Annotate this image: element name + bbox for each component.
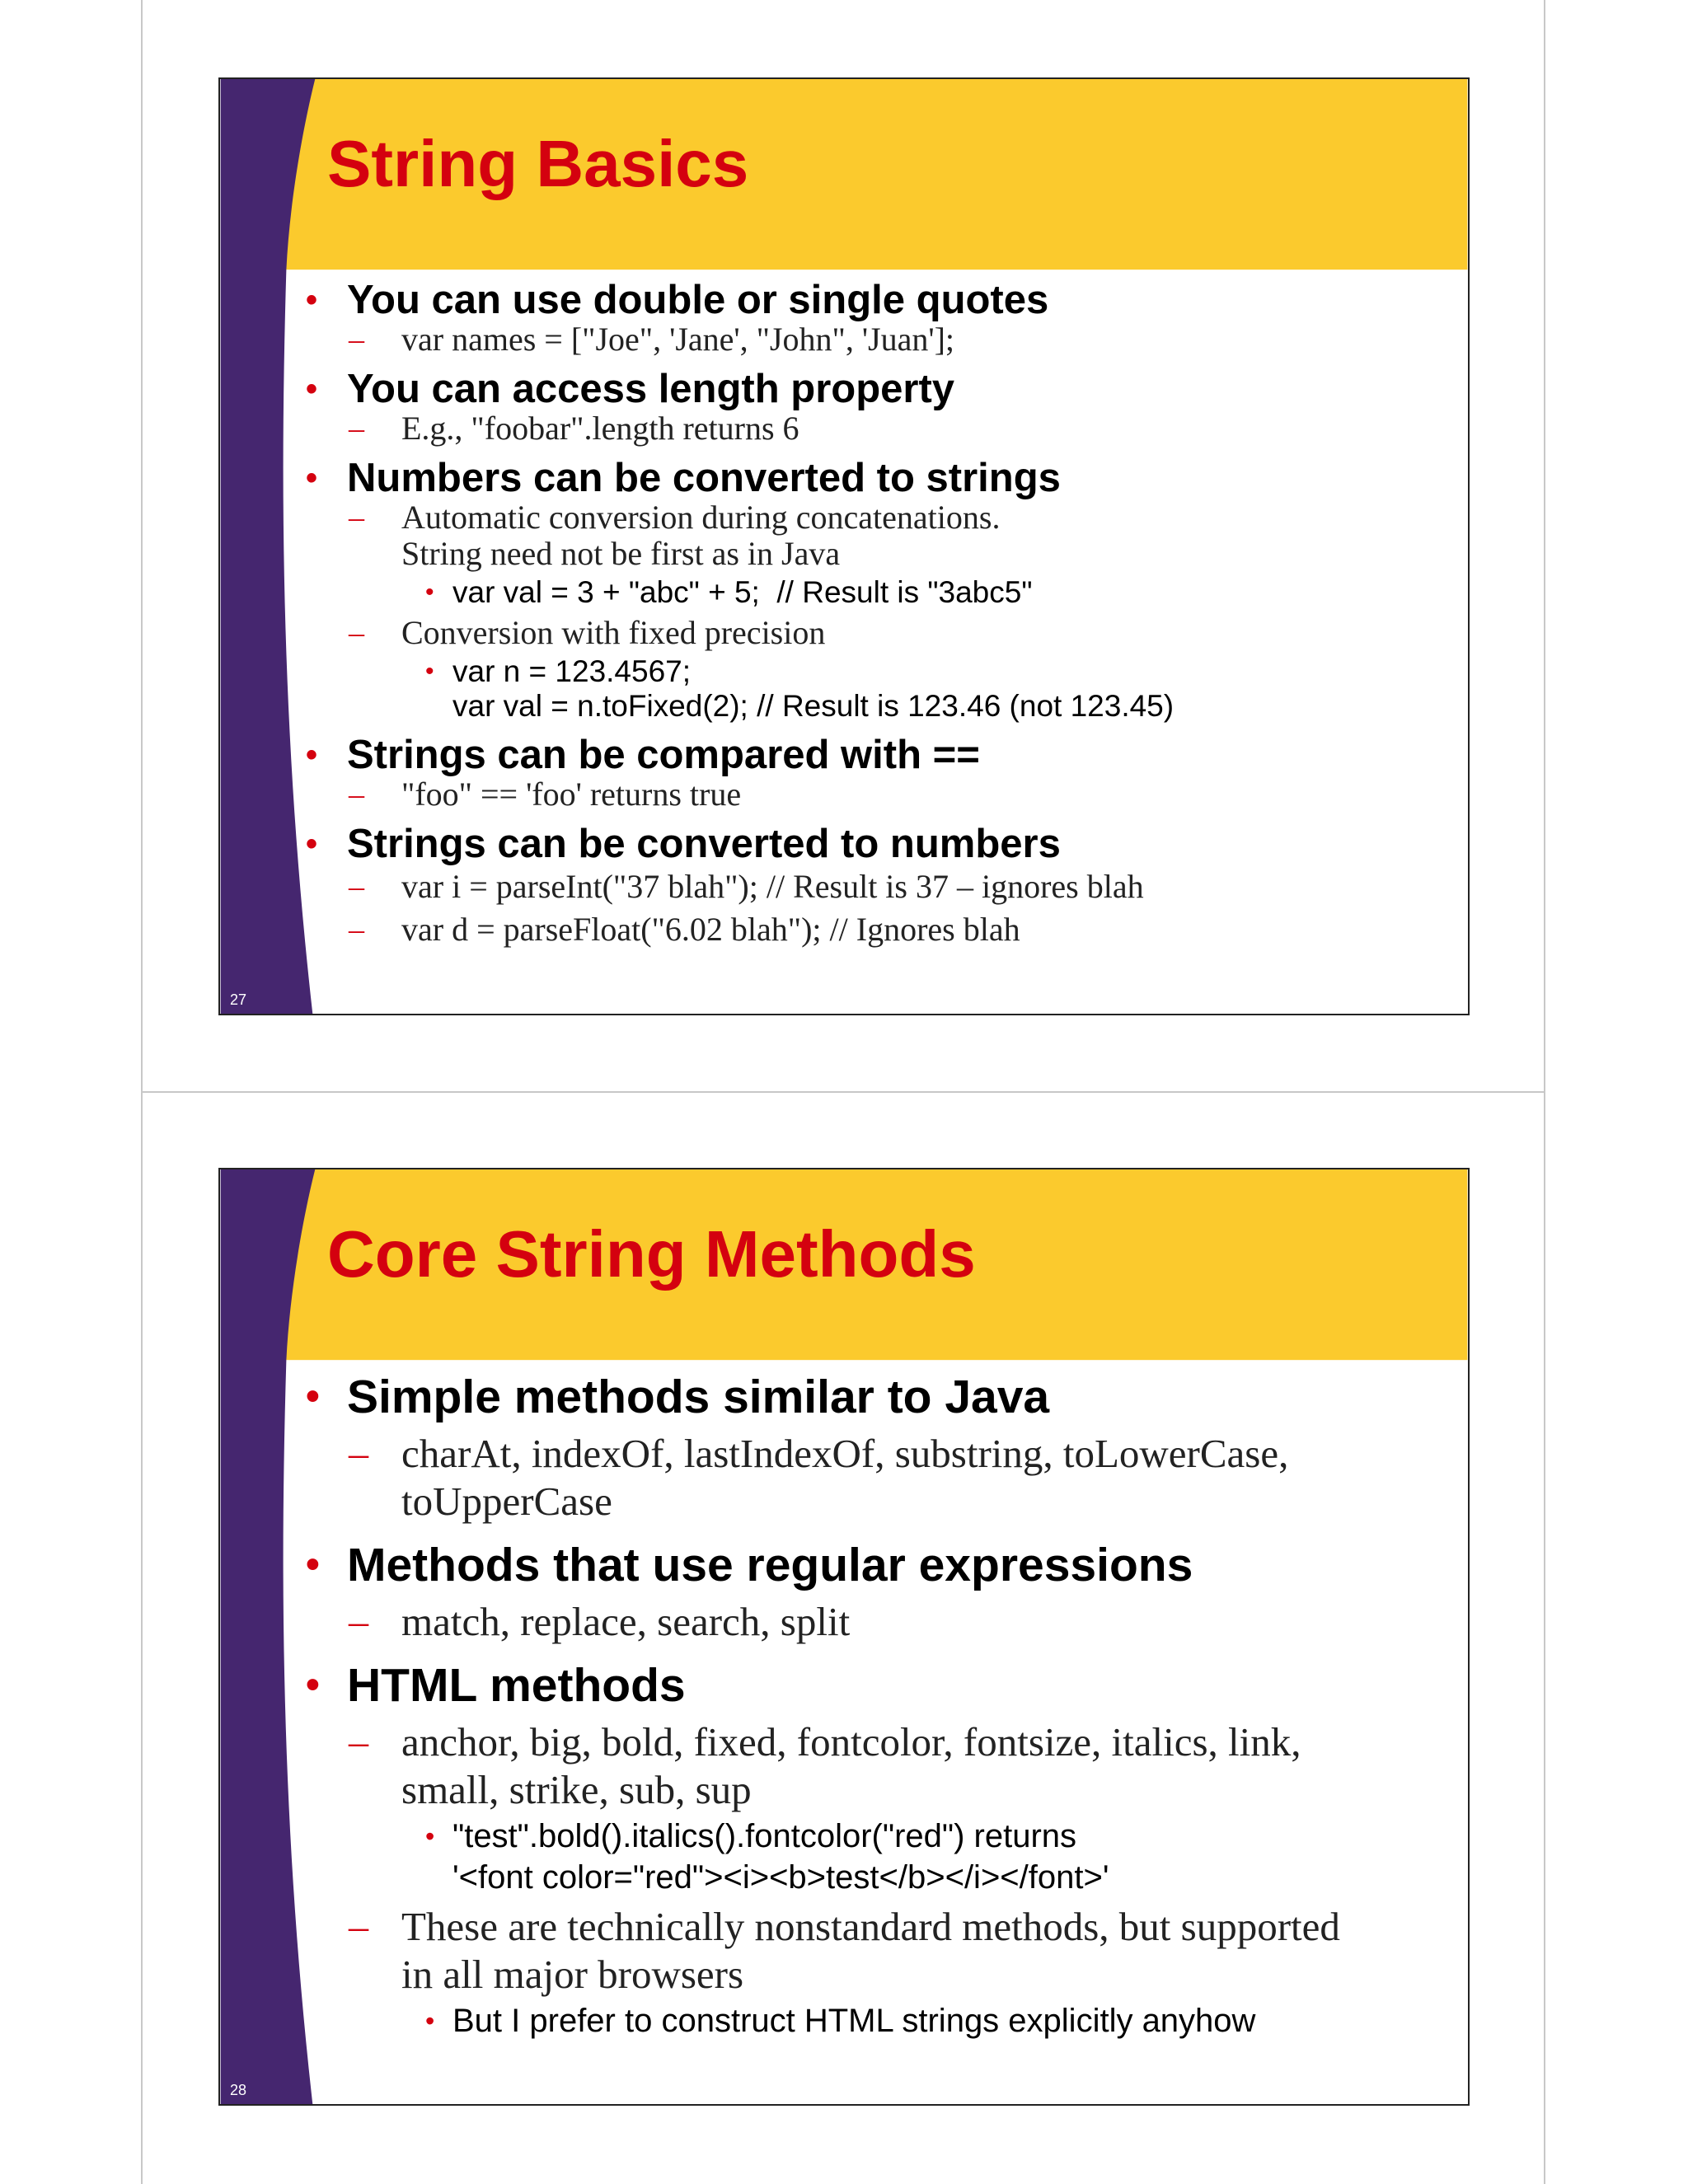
slide-title: Core String Methods: [327, 1217, 976, 1291]
sub-item: [306, 776, 1460, 813]
sub-item: [306, 912, 1460, 948]
sub-item-text: anchor, big, bold, fixed, fontcolor, fontsize, italics, link, small, strike, sub, sup: [401, 1719, 1301, 1812]
bullet-item: [306, 453, 1460, 503]
sub-sub-item-text: But I prefer to construct HTML strings explicitly anyhow: [452, 2003, 1256, 2039]
dash-marker: –: [349, 616, 364, 650]
code-text: var val = 3 + "abc" + 5; // Result is "3abc5": [452, 575, 1033, 609]
slide-string-basics: [218, 77, 1470, 1015]
dash-marker: –: [349, 1432, 368, 1475]
dash-marker: –: [349, 1720, 368, 1764]
sub-sub-item: [306, 1816, 1460, 1898]
bullet-text: Strings can be converted to numbers: [347, 822, 1061, 866]
sub-item: [306, 1718, 1460, 1814]
bullet-text: You can access length property: [347, 367, 955, 411]
bullet-item: [306, 364, 1460, 414]
bullet-text: HTML methods: [347, 1659, 686, 1712]
sub-item: [306, 869, 1460, 905]
code-text: var n = 123.4567; var val = n.toFixed(2); // Result is 123.46 (not 123.45): [452, 654, 1175, 723]
bullet-item: [306, 275, 1460, 325]
page-separator: [141, 1091, 1545, 1093]
sub-item-text: var i = parseInt("37 blah"); // Result is 37 – ignores blah: [401, 868, 1144, 905]
slide-number: 27: [230, 991, 247, 1008]
code-text: "test".bold().italics().fontcolor("red") returns '<font color="red"><i><b>test</b></i></font>': [452, 1818, 1109, 1896]
dash-marker: –: [349, 1905, 368, 1948]
sub-item: [306, 321, 1460, 358]
sub-item: [306, 1430, 1460, 1526]
dash-marker: –: [349, 1600, 368, 1643]
bullet-marker: •: [306, 282, 318, 318]
bullet-marker: •: [425, 1821, 435, 1851]
bullet-text: You can use double or single quotes: [347, 278, 1049, 322]
sub-item-text: var d = parseFloat("6.02 blah"); // Ignores blah: [401, 911, 1020, 948]
dash-marker: –: [349, 777, 364, 812]
sub-sub-item: [306, 575, 1460, 610]
sub-item-text: Automatic conversion during concatenations. String need not be first as in Java: [401, 499, 1001, 572]
bullet-marker: •: [306, 1543, 320, 1586]
bullet-item: [306, 1535, 1460, 1595]
bullet-item: [306, 1656, 1460, 1715]
bullet-marker: •: [306, 826, 318, 862]
bullet-item: [306, 730, 1460, 780]
bullet-marker: •: [425, 579, 434, 606]
bullet-marker: •: [306, 371, 318, 407]
dash-marker: –: [349, 500, 364, 535]
bullet-text: Strings can be compared with ==: [347, 733, 980, 777]
slide-title: String Basics: [327, 127, 749, 200]
bullet-marker: •: [425, 658, 434, 685]
bullet-marker: •: [425, 2006, 435, 2036]
sub-item-text: These are technically nonstandard methods, but supported in all major browsers: [401, 1904, 1340, 1997]
dash-marker: –: [349, 411, 364, 446]
bullet-item: [306, 1367, 1460, 1427]
slide-number: 28: [230, 2082, 247, 2098]
bullet-marker: •: [306, 737, 318, 773]
sub-item: [306, 1598, 1460, 1646]
dash-marker: –: [349, 322, 364, 357]
sub-item-text: E.g., "foobar".length returns 6: [401, 410, 799, 447]
sub-item-text: charAt, indexOf, lastIndexOf, substring, toLowerCase, toUpperCase: [401, 1431, 1289, 1524]
sub-sub-item: [306, 2000, 1460, 2041]
sub-item: [306, 410, 1460, 447]
sub-item-text: var names = ["Joe", 'Jane', "John", 'Juan'];: [401, 321, 954, 358]
slide-core-string-methods: [218, 1168, 1470, 2106]
sub-item-text: match, replace, search, split: [401, 1599, 851, 1644]
sub-item-text: "foo" == 'foo' returns true: [401, 776, 742, 813]
bullet-text: Numbers can be converted to strings: [347, 456, 1061, 500]
sub-item: [306, 615, 1460, 651]
dash-marker: –: [349, 912, 364, 947]
sub-item: [306, 499, 1460, 572]
sub-item-text: Conversion with fixed precision: [401, 614, 826, 651]
slide-body: [306, 1367, 1460, 2041]
bullet-marker: •: [306, 1375, 320, 1418]
slide-body: [306, 275, 1460, 948]
dash-marker: –: [349, 869, 364, 904]
sub-item: [306, 1903, 1460, 1999]
bullet-marker: •: [306, 1663, 320, 1707]
bullet-marker: •: [306, 460, 318, 496]
bullet-text: Simple methods similar to Java: [347, 1371, 1050, 1423]
bullet-text: Methods that use regular expressions: [347, 1539, 1193, 1591]
bullet-item: [306, 819, 1460, 869]
sub-sub-item: [306, 654, 1460, 724]
